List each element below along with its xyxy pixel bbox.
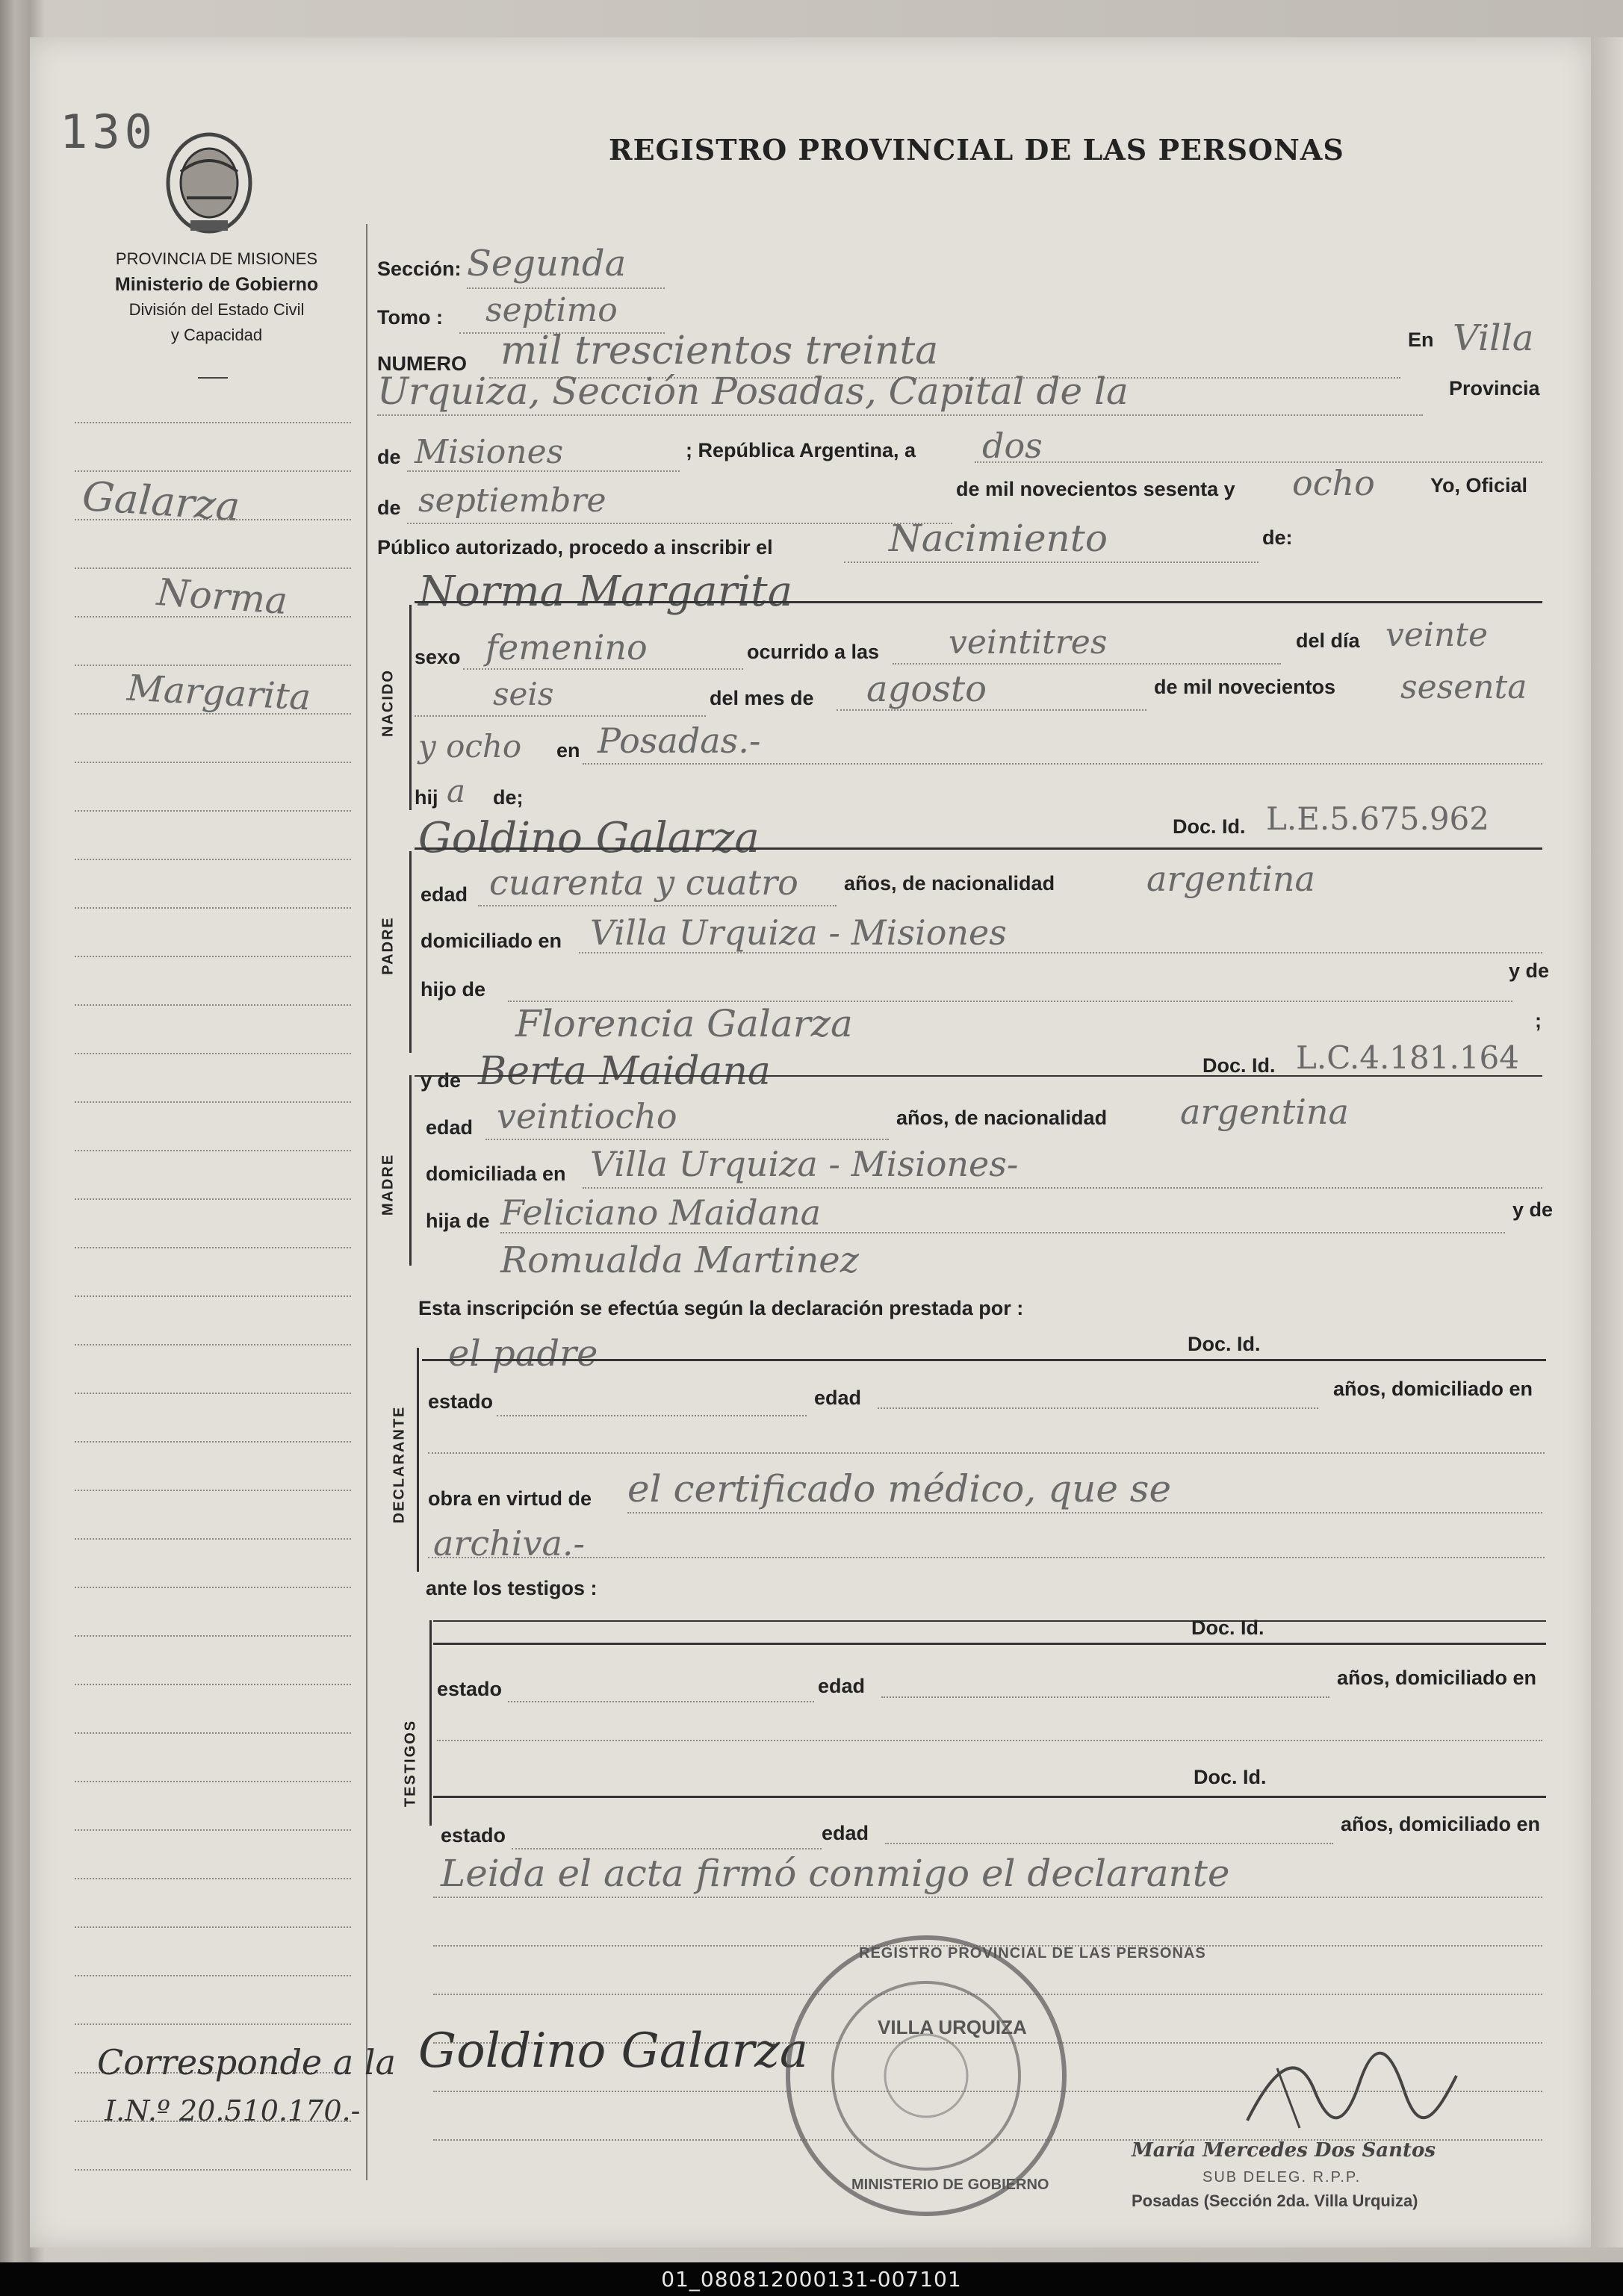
father-y-de-label: y de bbox=[1509, 959, 1550, 982]
year-value: ocho bbox=[1292, 463, 1375, 503]
father-semicolon: ; bbox=[1535, 1009, 1542, 1032]
numero-label: NUMERO bbox=[377, 352, 467, 375]
ante-testigos-label: ante los testigos : bbox=[426, 1577, 598, 1599]
sexo-label: sexo bbox=[415, 646, 461, 668]
de-label-1: de bbox=[377, 446, 401, 468]
father-nat-value: argentina bbox=[1146, 859, 1315, 899]
father-name: Goldino Galarza bbox=[418, 814, 760, 862]
dia2-value: seis bbox=[493, 676, 554, 712]
father-parent-value: Florencia Galarza bbox=[515, 1002, 853, 1045]
father-dom-label: domiciliado en bbox=[421, 930, 562, 952]
tomo-value: septimo bbox=[485, 291, 618, 329]
obra-value: el certificado médico, que se bbox=[627, 1467, 1172, 1511]
declarant-signature: Goldino Galarza bbox=[418, 2023, 809, 2079]
tomo-label: Tomo : bbox=[377, 306, 443, 329]
mother-name: Berta Maidana bbox=[478, 1049, 771, 1094]
testigo1-anos-dom-label: años, domiciliado en bbox=[1337, 1667, 1537, 1689]
obra-label: obra en virtud de bbox=[428, 1487, 592, 1510]
de-colon-label: de: bbox=[1262, 526, 1293, 549]
ministry-underline bbox=[198, 377, 228, 379]
testigo1-doc-label: Doc. Id. bbox=[1191, 1617, 1264, 1639]
father-anos-nac-label: años, de nacionalidad bbox=[844, 872, 1055, 895]
dia-value: veinte bbox=[1385, 616, 1489, 654]
yo-oficial-label: Yo, Oficial bbox=[1430, 474, 1528, 497]
official-place: Posadas (Sección 2da. Villa Urquiza) bbox=[1132, 2191, 1418, 2210]
testigos-bracket bbox=[429, 1620, 432, 1826]
testigo1-estado-label: estado bbox=[437, 1678, 503, 1700]
declarante-edad-label: edad bbox=[814, 1387, 862, 1409]
mother-parent2-value: Romualda Martinez bbox=[500, 1239, 859, 1281]
anio-value: sesenta bbox=[1400, 668, 1527, 706]
ministry-line3: División del Estado Civil bbox=[128, 300, 305, 319]
mother-anos-nac-label: años, de nacionalidad bbox=[896, 1107, 1108, 1129]
sexo-value: femenino bbox=[485, 627, 648, 668]
testigo2-estado-label: estado bbox=[441, 1824, 506, 1847]
mother-hija-de-label: hija de bbox=[426, 1210, 490, 1232]
child-name: Norma Margarita bbox=[418, 567, 793, 616]
coat-of-arms-icon bbox=[157, 127, 261, 239]
numero-value: mil trescientos treinta bbox=[500, 329, 939, 373]
footer-id: 01_080812000131-007101 bbox=[661, 2267, 962, 2292]
father-edad-label: edad bbox=[421, 883, 468, 906]
en-value: Villa bbox=[1453, 317, 1534, 359]
month-value: septiembre bbox=[418, 482, 606, 520]
declarante-value: el padre bbox=[448, 1333, 598, 1375]
publico-label: Público autorizado, procedo a inscribir el bbox=[377, 536, 773, 559]
declarante-bracket bbox=[417, 1348, 419, 1572]
obra2-value: archiva.- bbox=[433, 1523, 586, 1564]
ministry-block bbox=[60, 246, 373, 348]
official-name: María Mercedes Dos Santos bbox=[1132, 2139, 1436, 2162]
inscribir-value: Nacimiento bbox=[889, 517, 1108, 560]
hora-value: veintitres bbox=[949, 623, 1108, 662]
padre-side-label: PADRE bbox=[379, 916, 397, 975]
margin-name2: Margarita bbox=[125, 667, 312, 719]
seal-inner-text: VILLA URQUIZA bbox=[878, 2016, 1027, 2038]
official-title: SUB DELEG. R.P.P. bbox=[1202, 2169, 1362, 2185]
mother-doc-value: L.C.4.181.164 bbox=[1296, 1039, 1519, 1076]
margin-note-1: Corresponde a la bbox=[97, 2042, 396, 2082]
place-line: Urquiza, Sección Posadas, Capital de la bbox=[377, 370, 1129, 413]
declarante-side-label: DECLARANTE bbox=[391, 1405, 408, 1524]
madre-side-label: MADRE bbox=[379, 1153, 397, 1216]
de-mil-label: de mil novecientos sesenta y bbox=[956, 478, 1235, 500]
testigo2-doc-label: Doc. Id. bbox=[1194, 1766, 1267, 1788]
lugar-value: Posadas.- bbox=[598, 721, 761, 761]
ocurrido-label: ocurrido a las bbox=[747, 641, 880, 663]
margin-note-2: I.N.º 20.510.170.- bbox=[105, 2094, 361, 2127]
testigo2-anos-dom-label: años, domiciliado en bbox=[1341, 1813, 1541, 1835]
del-dia-label: del día bbox=[1296, 629, 1360, 652]
provincia-label: Provincia bbox=[1449, 377, 1540, 399]
de-semicolon-label: de; bbox=[493, 786, 524, 809]
hij-suffix: a bbox=[447, 773, 466, 809]
ministry-line2: Ministerio de Gobierno bbox=[114, 274, 319, 295]
province-value: Misiones bbox=[415, 433, 564, 471]
closing-statement: Leida el acta firmó conmigo el declarante bbox=[441, 1852, 1230, 1895]
seccion-value: Segunda bbox=[467, 243, 627, 284]
father-hijo-de-label: hijo de bbox=[421, 978, 485, 1001]
day-value: dos bbox=[982, 426, 1043, 466]
mes-value: agosto bbox=[866, 668, 987, 710]
mother-y-de-label-2: y de bbox=[1512, 1198, 1554, 1221]
declarante-doc-label: Doc. Id. bbox=[1188, 1333, 1261, 1355]
testigos-side-label: TESTIGOS bbox=[402, 1719, 419, 1808]
header-title: REGISTRO PROVINCIAL DE LAS PERSONAS bbox=[609, 133, 1344, 167]
margin-separator bbox=[366, 224, 367, 2180]
margin-surname: Galarza bbox=[81, 472, 242, 531]
official-signature-icon bbox=[1232, 2038, 1471, 2143]
seal-bottom-text: MINISTERIO DE GOBIERNO bbox=[851, 2177, 1049, 2193]
next-page-edge bbox=[1591, 37, 1623, 2247]
page-number: 130 bbox=[60, 105, 157, 159]
nacido-side-label: NACIDO bbox=[379, 669, 397, 737]
declarante-anos-dom-label: años, domiciliado en bbox=[1333, 1378, 1533, 1400]
del-mes-label: del mes de bbox=[710, 687, 814, 709]
mother-edad-label: edad bbox=[426, 1116, 474, 1139]
mother-doc-label: Doc. Id. bbox=[1202, 1054, 1276, 1077]
declarante-estado-label: estado bbox=[428, 1390, 494, 1413]
mother-dom-value: Villa Urquiza - Misiones- bbox=[590, 1144, 1019, 1184]
mother-age-value: veintiocho bbox=[497, 1096, 677, 1136]
esta-inscripcion-label: Esta inscripción se efectúa según la declaración prestada por : bbox=[418, 1297, 1024, 1319]
de-label-2: de bbox=[377, 497, 401, 519]
republica-label: ; República Argentina, a bbox=[686, 439, 916, 461]
testigo2-edad-label: edad bbox=[822, 1822, 869, 1844]
hij-label: hij bbox=[415, 786, 438, 809]
ministry-line1: PROVINCIA DE MISIONES bbox=[115, 249, 318, 268]
father-dom-value: Villa Urquiza - Misiones bbox=[590, 912, 1007, 953]
mother-nat-value: argentina bbox=[1180, 1092, 1349, 1132]
mother-y-de-label: y de bbox=[421, 1069, 462, 1092]
testigo1-edad-label: edad bbox=[818, 1675, 866, 1697]
anio2-value: y ocho bbox=[418, 728, 522, 765]
de-mil-nov-label: de mil novecientos bbox=[1154, 676, 1336, 698]
father-doc-label: Doc. Id. bbox=[1173, 815, 1246, 838]
seccion-label: Sección: bbox=[377, 258, 462, 280]
madre-bracket bbox=[409, 1075, 412, 1266]
en-lower-label: en bbox=[556, 739, 580, 762]
nacido-bracket bbox=[409, 605, 412, 810]
mother-parent1-value: Feliciano Maidana bbox=[500, 1192, 822, 1233]
padre-bracket bbox=[409, 851, 412, 1053]
mother-dom-label: domiciliada en bbox=[426, 1163, 566, 1185]
en-label: En bbox=[1408, 329, 1434, 351]
father-age-value: cuarenta y cuatro bbox=[489, 862, 798, 903]
father-doc-value: L.E.5.675.962 bbox=[1266, 800, 1490, 837]
ministry-line4: y Capacidad bbox=[170, 326, 263, 344]
margin-name1: Norma bbox=[155, 570, 289, 623]
seal-outer-text: REGISTRO PROVINCIAL DE LAS PERSONAS bbox=[859, 1945, 1206, 1961]
